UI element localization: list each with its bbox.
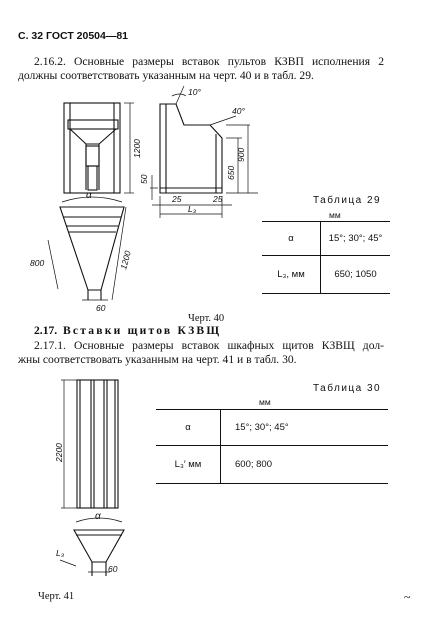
fig40-dim-L3: L₃ <box>188 204 197 214</box>
fig41-front-view <box>61 380 118 508</box>
fig41-dim-60: 60 <box>108 564 118 574</box>
figure-40-caption: Черт. 40 <box>188 313 225 324</box>
table-29-param: α <box>262 222 321 256</box>
page-header: С. 32 ГОСТ 20504—81 <box>18 30 129 42</box>
fig40-dim-25a: 25 <box>172 194 182 204</box>
table-30-unit: мм <box>259 397 271 407</box>
section-2-17-1-line1: 2.17.1. Основные размеры вставок шкафных щитов КЗВЩ дол- <box>34 339 384 352</box>
table-29-value: 650; 1050 <box>334 269 377 280</box>
footer-mark: ~ <box>404 590 411 604</box>
table-30-value: 15°; 30°; 45° <box>235 422 289 433</box>
fig41-dim-L3: L₃ <box>56 548 65 558</box>
fig40-dim-50: 50 <box>139 174 149 184</box>
fig40-dim-10deg: 10° <box>188 87 201 97</box>
fig40-dim-650: 650 <box>226 165 236 180</box>
fig40-dim-800: 800 <box>30 258 45 268</box>
figure-41-caption: Черт. 41 <box>38 591 75 602</box>
fig40-dim-25b: 25 <box>213 194 223 204</box>
section-2-17-heading-text: Вставки щитов КЗВЩ <box>62 324 222 337</box>
fig40-dim-1200a: 1200 <box>132 139 142 158</box>
fig40-dim-60: 60 <box>96 303 106 313</box>
fig40-dim-40deg: 40° <box>232 106 245 116</box>
section-2-17-heading-num: 2.17. <box>34 324 58 337</box>
table-30-param: α <box>156 410 221 446</box>
table-29-caption: Таблица 29 <box>313 195 382 206</box>
table-29-value: 15°; 30°; 45° <box>328 233 383 244</box>
table-30-caption: Таблица 30 <box>313 383 382 394</box>
fig41-dim-alpha: α <box>95 511 101 522</box>
section-2-16-2-line2: должны соответствовать указанным на черт. 40 и в табл. 29. <box>18 69 314 82</box>
section-2-16-2-line1: 2.16.2. Основные размеры вставок пультов КЗВП исполнения 2 <box>34 55 384 68</box>
table-29-unit: мм <box>329 210 341 220</box>
fig41-dim-2200: 2200 <box>54 443 64 462</box>
table-29-param: L₃, мм <box>262 256 321 294</box>
fig40-dim-900: 900 <box>236 147 246 162</box>
fig40-dim-1200b: 1200 <box>118 249 133 271</box>
table-30-param: L₃′ мм <box>156 446 221 484</box>
section-2-17-1-line2: жны соответствовать указанным на черт. 41 и в табл. 30. <box>18 353 297 366</box>
fig40-dim-alpha: α <box>86 190 92 201</box>
table-30-value: 600; 800 <box>235 459 272 470</box>
